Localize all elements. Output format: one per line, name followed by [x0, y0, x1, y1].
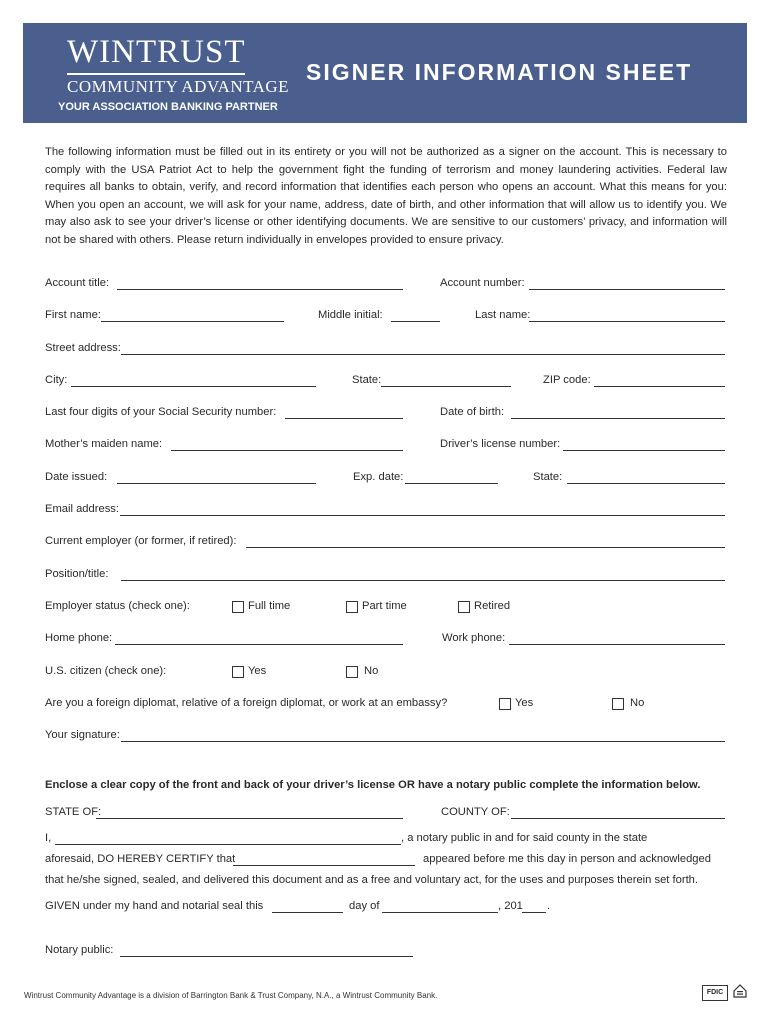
given-month-field[interactable] — [382, 900, 498, 913]
footer-disclaimer: Wintrust Community Advantage is a division of Barrington Bank & Trust Company, N.A., a Wintrust Community Bank. — [24, 991, 438, 1000]
retired-checkbox[interactable] — [458, 601, 470, 613]
row-employer-status — [45, 600, 727, 616]
account-number-label: Account number: — [440, 277, 525, 289]
given-text: GIVEN under my hand and notarial seal this — [45, 900, 264, 912]
intro-paragraph: The following information must be filled out in its entirety or you will not be authorized as a signer on the account. This is necessary to comply with the USA Patriot Act to help the government fight the funding of terrorism and money laundering activities. Federal law requires all banks to obtain, verify, and record information that identifies each person who opens an account. What this means for you: When you open an account, we will ask for your name, address, date of birth, and other information that will allow us to identify you. We may also ask to see your driver’s license or other identifying documents. We are sensitive to our customers’ privacy, and information will not be shared with others. Please return individually in envelopes provided to ensure privacy. — [45, 146, 727, 246]
row-state-county — [45, 806, 727, 822]
date-issued-field[interactable] — [117, 471, 316, 484]
notary-name-field[interactable] — [55, 832, 401, 845]
citizen-no-label: No — [364, 665, 379, 677]
state-label: State: — [352, 374, 382, 386]
email-field[interactable] — [120, 503, 725, 516]
diplomat-yes-checkbox[interactable] — [499, 698, 511, 710]
row-employer — [45, 535, 727, 551]
tagline: YOUR ASSOCIATION BANKING PARTNER — [58, 101, 278, 113]
notary-public-field[interactable] — [120, 944, 413, 957]
day-of-text: day of — [349, 900, 380, 912]
position-label: Position/title: — [45, 568, 109, 580]
employer-label: Current employer (or former, if retired): — [45, 535, 237, 547]
dl-number-field[interactable] — [563, 438, 725, 451]
diplomat-yes-label: Yes — [515, 697, 534, 709]
signature-field[interactable] — [121, 729, 725, 742]
retired-label: Retired — [474, 600, 511, 612]
county-of-label: COUNTY OF: — [441, 806, 510, 818]
row-aforesaid — [45, 853, 727, 869]
row-position — [45, 568, 727, 584]
equal-housing-icon — [733, 984, 747, 998]
citizen-label: U.S. citizen (check one): — [45, 665, 167, 677]
maiden-name-label: Mother’s maiden name: — [45, 438, 163, 450]
position-field[interactable] — [121, 568, 725, 581]
city-label: City: — [45, 374, 68, 386]
state-of-field[interactable] — [96, 806, 403, 819]
work-phone-label: Work phone: — [442, 632, 506, 644]
row-given — [45, 900, 727, 916]
middle-initial-field[interactable] — [391, 309, 440, 322]
row-ssn — [45, 406, 727, 422]
ssn-field[interactable] — [285, 406, 403, 419]
account-number-field[interactable] — [529, 277, 725, 290]
row-city — [45, 374, 727, 390]
signed-text: that he/she signed, sealed, and delivered this document and as a free and voluntary act, for the uses and purposes therein set forth. — [45, 874, 699, 886]
employer-field[interactable] — [246, 535, 725, 548]
last-name-label: Last name: — [475, 309, 531, 321]
logo-subtitle: COMMUNITY ADVANTAGE — [67, 77, 290, 96]
exp-date-label: Exp. date: — [353, 471, 404, 483]
dob-label: Date of birth: — [440, 406, 505, 418]
email-label: Email address: — [45, 503, 119, 515]
county-of-field[interactable] — [511, 806, 725, 819]
account-title-label: Account title: — [45, 277, 110, 289]
given-day-field[interactable] — [272, 900, 343, 913]
row-signed — [45, 874, 727, 890]
zip-field[interactable] — [594, 374, 725, 387]
fdic-logo: FDIC — [702, 985, 728, 1001]
ssn-label: Last four digits of your Social Security number: — [45, 406, 277, 418]
notary-statement: , a notary public in and for said county in the state — [401, 832, 648, 844]
dl-state-label: State: — [533, 471, 563, 483]
diplomat-label: Are you a foreign diplomat, relative of a foreign diplomat, or work at an embassy? — [45, 697, 448, 709]
row-maiden — [45, 438, 727, 454]
row-notary-i — [45, 832, 727, 848]
citizen-yes-checkbox[interactable] — [232, 666, 244, 678]
first-name-field[interactable] — [101, 309, 284, 322]
state-field[interactable] — [381, 374, 511, 387]
full-time-label: Full time — [248, 600, 291, 612]
street-address-label: Street address: — [45, 342, 121, 354]
row-diplomat — [45, 697, 727, 713]
page-title: SIGNER INFORMATION SHEET — [306, 59, 693, 85]
part-time-label: Part time — [362, 600, 407, 612]
notary-instruction: Enclose a clear copy of the front and back of your driver’s license OR have a notary public complete the information below. — [45, 779, 701, 791]
dob-field[interactable] — [511, 406, 725, 419]
zip-label: ZIP code: — [543, 374, 591, 386]
row-citizen — [45, 665, 727, 681]
first-name-label: First name: — [45, 309, 101, 321]
last-name-field[interactable] — [529, 309, 725, 322]
logo-wordmark: WINTRUST — [67, 34, 246, 70]
signature-label: Your signature: — [45, 729, 120, 741]
citizen-no-checkbox[interactable] — [346, 666, 358, 678]
year-prefix: , 201 — [498, 900, 523, 912]
row-email — [45, 503, 727, 519]
row-signature — [45, 729, 727, 745]
date-issued-label: Date issued: — [45, 471, 108, 483]
appeared-text: appeared before me this day in person and acknowledged — [423, 853, 711, 865]
state-of-label: STATE OF: — [45, 806, 102, 818]
dl-state-field[interactable] — [567, 471, 725, 484]
diplomat-no-checkbox[interactable] — [612, 698, 624, 710]
dl-number-label: Driver’s license number: — [440, 438, 561, 450]
header-banner — [23, 23, 747, 123]
logo-divider — [67, 73, 245, 75]
part-time-checkbox[interactable] — [346, 601, 358, 613]
street-address-field[interactable] — [121, 342, 725, 355]
employer-status-label: Employer status (check one): — [45, 600, 190, 612]
home-phone-field[interactable] — [115, 632, 403, 645]
full-time-checkbox[interactable] — [232, 601, 244, 613]
given-year-field[interactable] — [522, 900, 546, 913]
row-names — [45, 309, 727, 325]
i-label: I, — [45, 832, 52, 844]
work-phone-field[interactable] — [509, 632, 725, 645]
row-phones — [45, 632, 727, 648]
city-field[interactable] — [71, 374, 316, 387]
row-notary-public — [45, 944, 727, 960]
account-title-field[interactable] — [117, 277, 403, 290]
row-dates — [45, 471, 727, 487]
citizen-yes-label: Yes — [248, 665, 267, 677]
diplomat-no-label: No — [630, 697, 645, 709]
notary-public-label: Notary public: — [45, 944, 114, 956]
home-phone-label: Home phone: — [45, 632, 113, 644]
given-period: . — [547, 900, 551, 912]
aforesaid-text: aforesaid, DO HEREBY CERTIFY that — [45, 853, 236, 865]
row-street — [45, 342, 727, 358]
maiden-name-field[interactable] — [171, 438, 403, 451]
certified-person-field[interactable] — [233, 853, 415, 866]
exp-date-field[interactable] — [405, 471, 498, 484]
middle-initial-label: Middle initial: — [318, 309, 383, 321]
row-account — [45, 277, 727, 293]
